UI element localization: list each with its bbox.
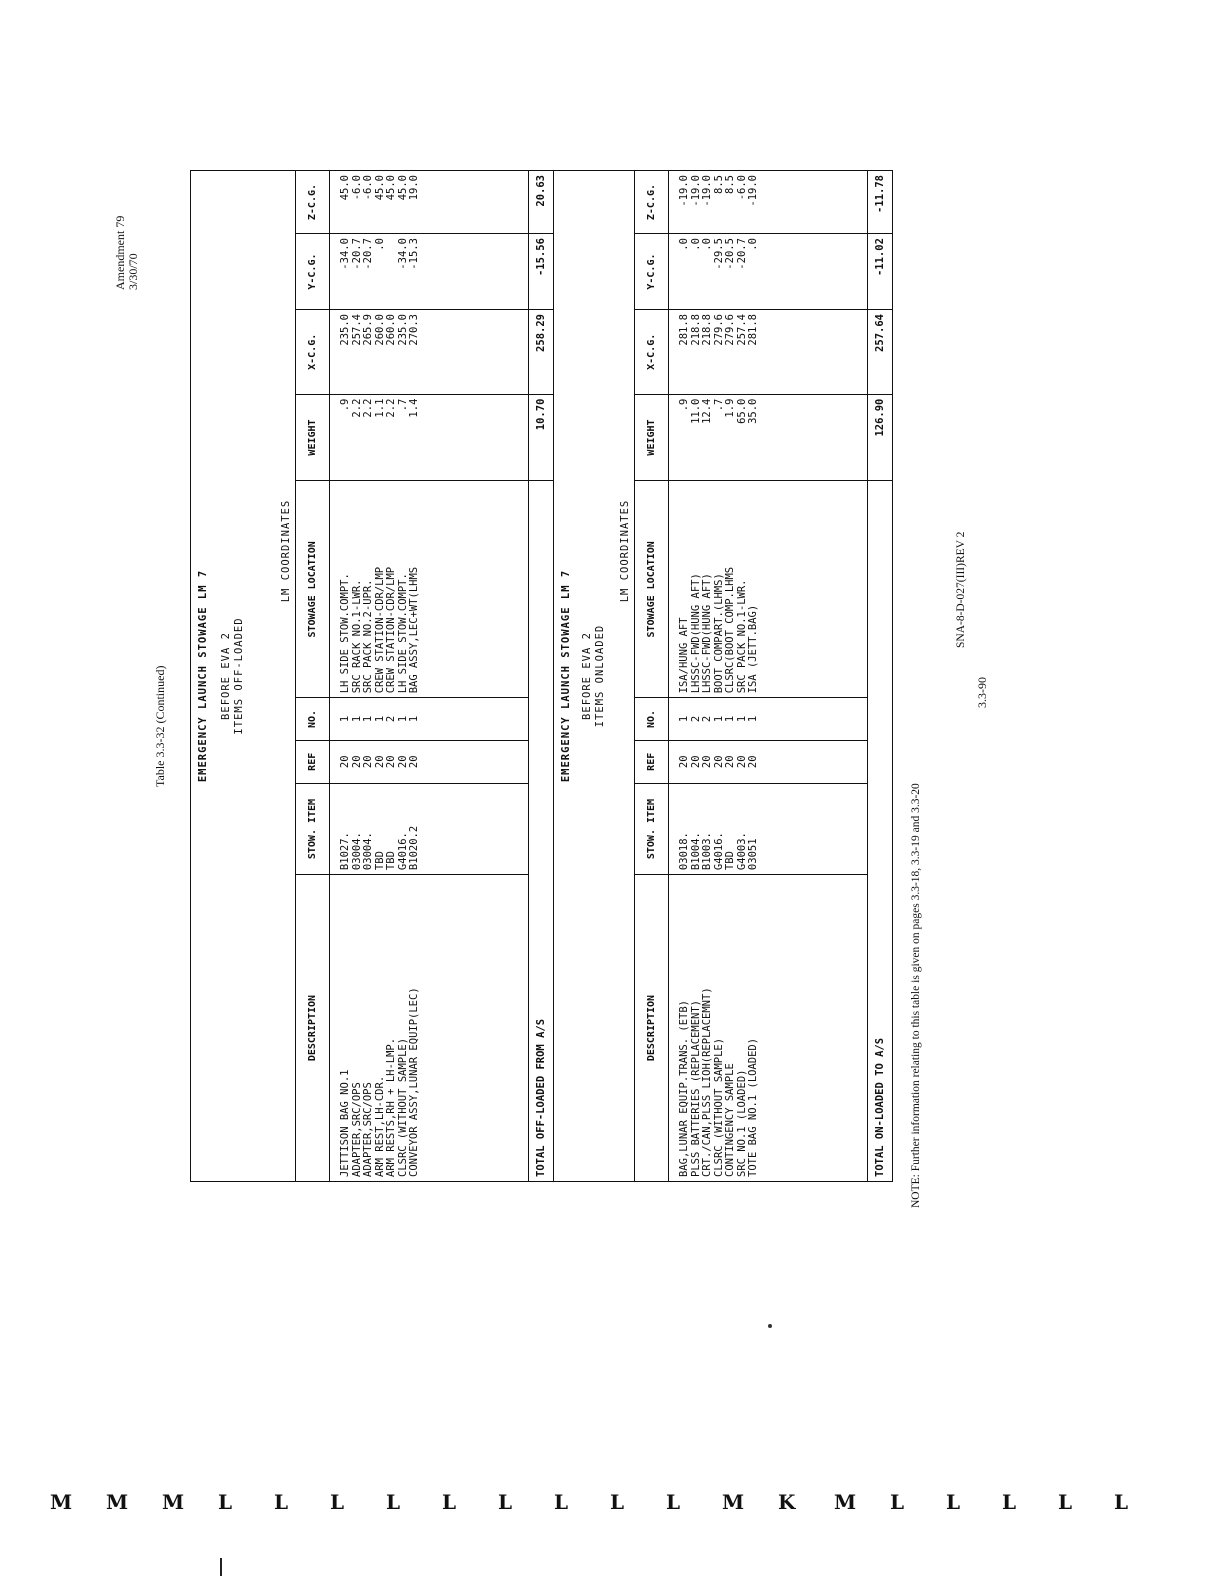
table-cell-line: 20: [373, 755, 386, 769]
table-cell-line: 03051: [747, 838, 759, 871]
table-cell-line: -34.0: [396, 238, 409, 270]
table-cell-line: 218.8: [701, 314, 713, 346]
table-cell-line: 45.0: [385, 175, 397, 201]
s2-weight-cell: [669, 394, 868, 481]
section1-total-row: [529, 171, 554, 1182]
table-cell-line: 20: [689, 755, 702, 769]
table-cell-line: 03018.: [678, 832, 690, 871]
s1-total-z: 20.63: [529, 171, 554, 234]
table-cell-line: 20: [362, 755, 374, 769]
section2-subtitle: BEFORE EVA 2: [581, 632, 593, 720]
table-cell-line: PLSS BATTERIES (REPLACEMENT): [689, 999, 702, 1177]
table-cell-line: ISA (JETT.BAG): [747, 604, 759, 694]
table-cell-line: B1027.: [339, 832, 351, 871]
s2-total-label: TOTAL ON-LOADED TO A/S: [868, 481, 893, 1182]
table-cell-line: 1: [735, 715, 748, 723]
table-cell-line: .0: [747, 238, 759, 251]
table-cell-line: 2.2: [385, 398, 397, 418]
table-cell-line: 260.0: [385, 314, 397, 346]
table-cell-line: LHSSC-FWD(HUNG AFT): [689, 573, 702, 694]
table-cell-line: 1: [396, 715, 409, 723]
table-cell-line: 2: [701, 715, 713, 723]
document-id: SNA-8-D-027(III)REV 2: [955, 531, 967, 648]
table-cell-line: -34.0: [339, 238, 351, 270]
section1-title-row: [191, 171, 296, 1182]
table-cell-line: .7: [396, 398, 409, 412]
table-cell-line: 281.8: [678, 314, 690, 346]
register-mark: M: [106, 1490, 129, 1514]
scan-tick-mark: [220, 1558, 222, 1576]
table-cell-line: SRC PACK NO.2-UPR.: [362, 579, 374, 694]
table-cell-line: 1.1: [373, 398, 386, 418]
amendment-block: [114, 216, 140, 290]
table-cell-line: SRC NO.1 (LOADED): [735, 1069, 748, 1177]
s1-total-y: -15.56: [529, 234, 554, 310]
table-caption: Table 3.3-32 (Continued): [153, 665, 167, 787]
table-cell-line: 281.8: [747, 314, 759, 346]
table-cell-line: -19.0: [701, 175, 713, 207]
table-cell-line: -6.0: [735, 175, 748, 201]
s2-no-cell: [669, 698, 868, 740]
register-marks: [50, 1480, 1170, 1520]
table-cell-line: -19.0: [747, 175, 759, 207]
s2-total-x: 257.64: [868, 310, 893, 395]
s1-no-cell: [330, 698, 529, 740]
table-cell-line: 8.5: [724, 175, 736, 194]
s2-x-cg-cell: [669, 310, 868, 395]
table-cell-line: 20: [385, 755, 397, 769]
table-cell-line: 270.3: [408, 314, 420, 346]
table-cell-line: TBD: [373, 851, 386, 871]
table-cell-line: 03004.: [350, 832, 363, 871]
s2-location-cell: [669, 481, 868, 698]
table-note: NOTE: Further information relating to this table is given on pages 3.3-18, 3.3-19 and 3.3-20: [910, 783, 922, 1208]
section1-lm-coordinates: LM COORDINATES: [280, 499, 292, 603]
col-ref: REF: [296, 740, 330, 783]
col-stowage-location: STOWAGE LOCATION: [296, 481, 330, 698]
register-mark: L: [1058, 1490, 1073, 1514]
register-mark: K: [778, 1490, 796, 1514]
table-cell-line: CLSRC (WITHOUT SAMPLE): [396, 1037, 409, 1177]
table-cell-line: -29.5: [712, 238, 725, 270]
table-cell-line: -6.0: [362, 175, 374, 201]
scan-dot: [768, 1324, 772, 1328]
table-cell-line: 45.0: [373, 175, 386, 201]
table-cell-line: 19.0: [408, 175, 420, 201]
s2-y-cg-cell: [669, 234, 868, 310]
table-cell-line: CREW STATION-CDR/LMP: [373, 566, 386, 694]
table-cell-line: -19.0: [689, 175, 702, 207]
s1-y-cg-cell: [330, 234, 529, 310]
table-cell-line: 20: [408, 755, 420, 769]
table-cell-line: 1.9: [724, 398, 736, 418]
table-cell-line: 20: [735, 755, 748, 769]
table-cell-line: B1020.2: [408, 825, 420, 871]
table-cell-line: SRC RACK NO.1-LWR.: [350, 579, 363, 694]
table-cell-line: 35.0: [747, 398, 759, 424]
s1-description-cell: [330, 875, 529, 1182]
table-cell-line: 257.4: [735, 314, 748, 346]
table-cell-line: 235.0: [396, 314, 409, 346]
s2-total-y: -11.02: [868, 234, 893, 310]
table-cell-line: G4016.: [712, 832, 725, 871]
table-cell-line: 279.6: [724, 314, 736, 346]
table-cell-line: 1: [747, 715, 759, 723]
table-cell-line: 218.8: [689, 314, 702, 346]
col2-description: DESCRIPTION: [635, 875, 669, 1182]
register-mark: L: [1114, 1490, 1129, 1514]
register-mark: L: [274, 1490, 289, 1514]
table-cell-line: -15.3: [408, 238, 420, 270]
table-cell-line: 1: [339, 715, 351, 723]
table-cell-line: LH SIDE STOW.COMPT.: [339, 573, 351, 694]
table-cell-line: CLSRC(BOOT COMP.LHMS: [724, 566, 736, 694]
page-number: 3.3-90: [975, 677, 989, 708]
col2-ref: REF: [635, 740, 669, 783]
section2-header-row: [635, 171, 669, 1182]
col-z-cg: Z-C.G.: [296, 171, 330, 234]
section2-lm-coordinates: LM COORDINATES: [619, 499, 631, 603]
table-cell-line: 20: [339, 755, 351, 769]
table-cell-line: 1.4: [408, 398, 420, 418]
table-cell-line: LHSSC-FWD(HUNG AFT): [701, 573, 713, 694]
table-cell-line: LH SIDE STOW.COMPT.: [396, 573, 409, 694]
col-no: NO.: [296, 698, 330, 740]
table-cell-line: G4003.: [735, 832, 748, 871]
section1-header-row: [296, 171, 330, 1182]
s2-z-cg-cell: [669, 171, 868, 234]
table-cell-line: 8.5: [712, 175, 725, 194]
table-cell-line: 2: [689, 715, 702, 723]
register-mark: L: [890, 1490, 905, 1514]
table-cell-line: .9: [678, 398, 690, 412]
s2-total-weight: 126.90: [868, 394, 893, 481]
section2-subtitle2: ITEMS ONLOADED: [594, 624, 606, 728]
table-cell-line: 1: [724, 715, 736, 723]
section2-title-row: [554, 171, 635, 1182]
table-cell-line: 1: [350, 715, 363, 723]
table-cell-line: 65.0: [735, 398, 748, 424]
table-cell-line: ISA/HUNG AFT: [678, 617, 690, 694]
s1-weight-cell: [330, 394, 529, 481]
table-cell-line: TBD: [724, 851, 736, 871]
s2-ref-cell: [669, 740, 868, 783]
table-cell-line: 257.4: [350, 314, 363, 346]
table-cell-line: -19.0: [678, 175, 690, 207]
s1-total-weight: 10.70: [529, 394, 554, 481]
table-cell-line: 1: [373, 715, 386, 723]
register-mark: L: [610, 1490, 625, 1514]
table-cell-line: 20: [678, 755, 690, 769]
amendment-label: Amendment 79: [113, 215, 127, 290]
table-cell-line: JETTISON BAG NO.1: [339, 1069, 351, 1177]
table-cell-line: 2.2: [350, 398, 363, 418]
table-cell-line: -20.7: [735, 238, 748, 270]
col2-stowage-location: STOWAGE LOCATION: [635, 481, 669, 698]
table-cell-line: -20.7: [350, 238, 363, 270]
stowage-table: [190, 170, 886, 1182]
register-mark: L: [1002, 1490, 1017, 1514]
table-cell-line: ARM REST,LH-CDR.: [373, 1075, 386, 1177]
table-cell-line: B1004.: [689, 832, 702, 871]
section1-subtitle: BEFORE EVA 2: [220, 632, 232, 720]
section1-subtitle2: ITEMS OFF-LOADED: [233, 617, 245, 735]
col2-z-cg: Z-C.G.: [635, 171, 669, 234]
table-cell-line: CONVEYOR ASSY,LUNAR EQUIP(LEC): [408, 987, 420, 1177]
table-cell-line: [386, 238, 398, 305]
register-mark: M: [50, 1490, 73, 1514]
s2-description-cell: [669, 875, 868, 1182]
table-cell-line: .7: [712, 398, 725, 412]
table-cell-line: -20.5: [724, 238, 736, 270]
section2-total-row: [868, 171, 893, 1182]
register-mark: M: [162, 1490, 185, 1514]
s2-stow-item-cell: [669, 783, 868, 874]
table-cell-line: 45.0: [396, 175, 409, 201]
register-mark: L: [330, 1490, 345, 1514]
register-mark: L: [946, 1490, 961, 1514]
table-cell-line: TOTE BAG NO.1 (LOADED): [747, 1037, 759, 1177]
table-cell-line: .0: [689, 238, 702, 251]
table-cell-line: 20: [712, 755, 725, 769]
table-cell-line: .9: [339, 398, 351, 412]
col2-no: NO.: [635, 698, 669, 740]
register-mark: M: [834, 1490, 857, 1514]
table-cell-line: 235.0: [339, 314, 351, 346]
table-cell-line: .0: [701, 238, 713, 251]
table-cell-line: CONTINGENCY SAMPLE: [724, 1063, 736, 1177]
table-cell-line: 45.0: [339, 175, 351, 201]
table-cell-line: 1: [362, 715, 374, 723]
table-cell-line: TBD: [385, 851, 397, 871]
table-cell-line: 20: [724, 755, 736, 769]
register-mark: L: [442, 1490, 457, 1514]
col-x-cg: X-C.G.: [296, 310, 330, 395]
col2-weight: WEIGHT: [635, 394, 669, 481]
table-cell-line: G4016.: [396, 832, 409, 871]
col2-x-cg: X-C.G.: [635, 310, 669, 395]
col2-stow-item: STOW. ITEM: [635, 783, 669, 874]
table-cell-line: BAG,LUNAR EQUIP.TRANS. (ETB): [678, 999, 690, 1177]
table-cell-line: CREW STATION-CDR/LMP: [385, 566, 397, 694]
table-cell-line: 12.4: [701, 398, 713, 424]
table-cell-line: -20.7: [362, 238, 374, 270]
s1-total-x: 258.29: [529, 310, 554, 395]
register-mark: L: [498, 1490, 513, 1514]
register-mark: L: [386, 1490, 401, 1514]
section2-body-row: [669, 171, 868, 1182]
table-cell-line: CRT./CAN,PLSS LIOH(REPLACEMNT): [701, 987, 713, 1177]
table-cell-line: 260.0: [373, 314, 386, 346]
table-cell-line: B1003.: [701, 832, 713, 871]
s1-z-cg-cell: [330, 171, 529, 234]
table-cell-line: BOOT COMPART.(LHMS): [712, 573, 725, 694]
table-cell-line: BAG ASSY,LEC+WT(LHMS: [408, 566, 420, 694]
table-cell-line: 1: [408, 715, 420, 723]
section1-title: EMERGENCY LAUNCH STOWAGE LM 7: [197, 569, 209, 783]
table-cell-line: 1: [712, 715, 725, 723]
table-cell-line: SRC PACK NO.1-LWR.: [735, 579, 748, 694]
s1-x-cg-cell: [330, 310, 529, 395]
amendment-date: 3/30/70: [126, 253, 140, 290]
section1-body-row: [330, 171, 529, 1182]
s2-total-z: -11.78: [868, 171, 893, 234]
table-cell-line: 20: [350, 755, 363, 769]
table-cell-line: 2: [385, 715, 397, 723]
table-cell-line: CLSRC (WITHOUT SAMPLE): [712, 1037, 725, 1177]
table-cell-line: ADAPTER,SRC/OPS: [350, 1082, 363, 1177]
table-cell-line: 279.6: [712, 314, 725, 346]
s1-ref-cell: [330, 740, 529, 783]
s1-total-label: TOTAL OFF-LOADED FROM A/S: [529, 481, 554, 1182]
col2-y-cg: Y-C.G.: [635, 234, 669, 310]
table-cell-line: 1: [678, 715, 690, 723]
table-cell-line: ARM RESTS,RH + LH-LMP.: [385, 1037, 397, 1177]
s1-stow-item-cell: [330, 783, 529, 874]
register-mark: M: [722, 1490, 745, 1514]
table-cell-line: .0: [678, 238, 690, 251]
col-description: DESCRIPTION: [296, 875, 330, 1182]
register-mark: L: [554, 1490, 569, 1514]
table-cell-line: 11.0: [689, 398, 702, 424]
register-mark: L: [218, 1490, 233, 1514]
col-weight: WEIGHT: [296, 394, 330, 481]
register-mark: L: [666, 1490, 681, 1514]
col-stow-item: STOW. ITEM: [296, 783, 330, 874]
table-cell-line: 2.2: [362, 398, 374, 418]
table-cell-line: 20: [747, 755, 759, 769]
table-cell-line: 20: [396, 755, 409, 769]
table-cell-line: 03004.: [362, 832, 374, 871]
section2-title: EMERGENCY LAUNCH STOWAGE LM 7: [560, 569, 572, 783]
col-y-cg: Y-C.G.: [296, 234, 330, 310]
s1-location-cell: [330, 481, 529, 698]
table-cell-line: .0: [373, 238, 386, 251]
table-cell-line: ADAPTER,SRC/OPS: [362, 1082, 374, 1177]
table-cell-line: 20: [701, 755, 713, 769]
table-cell-line: 265.9: [362, 314, 374, 346]
table-cell-line: -6.0: [350, 175, 363, 201]
